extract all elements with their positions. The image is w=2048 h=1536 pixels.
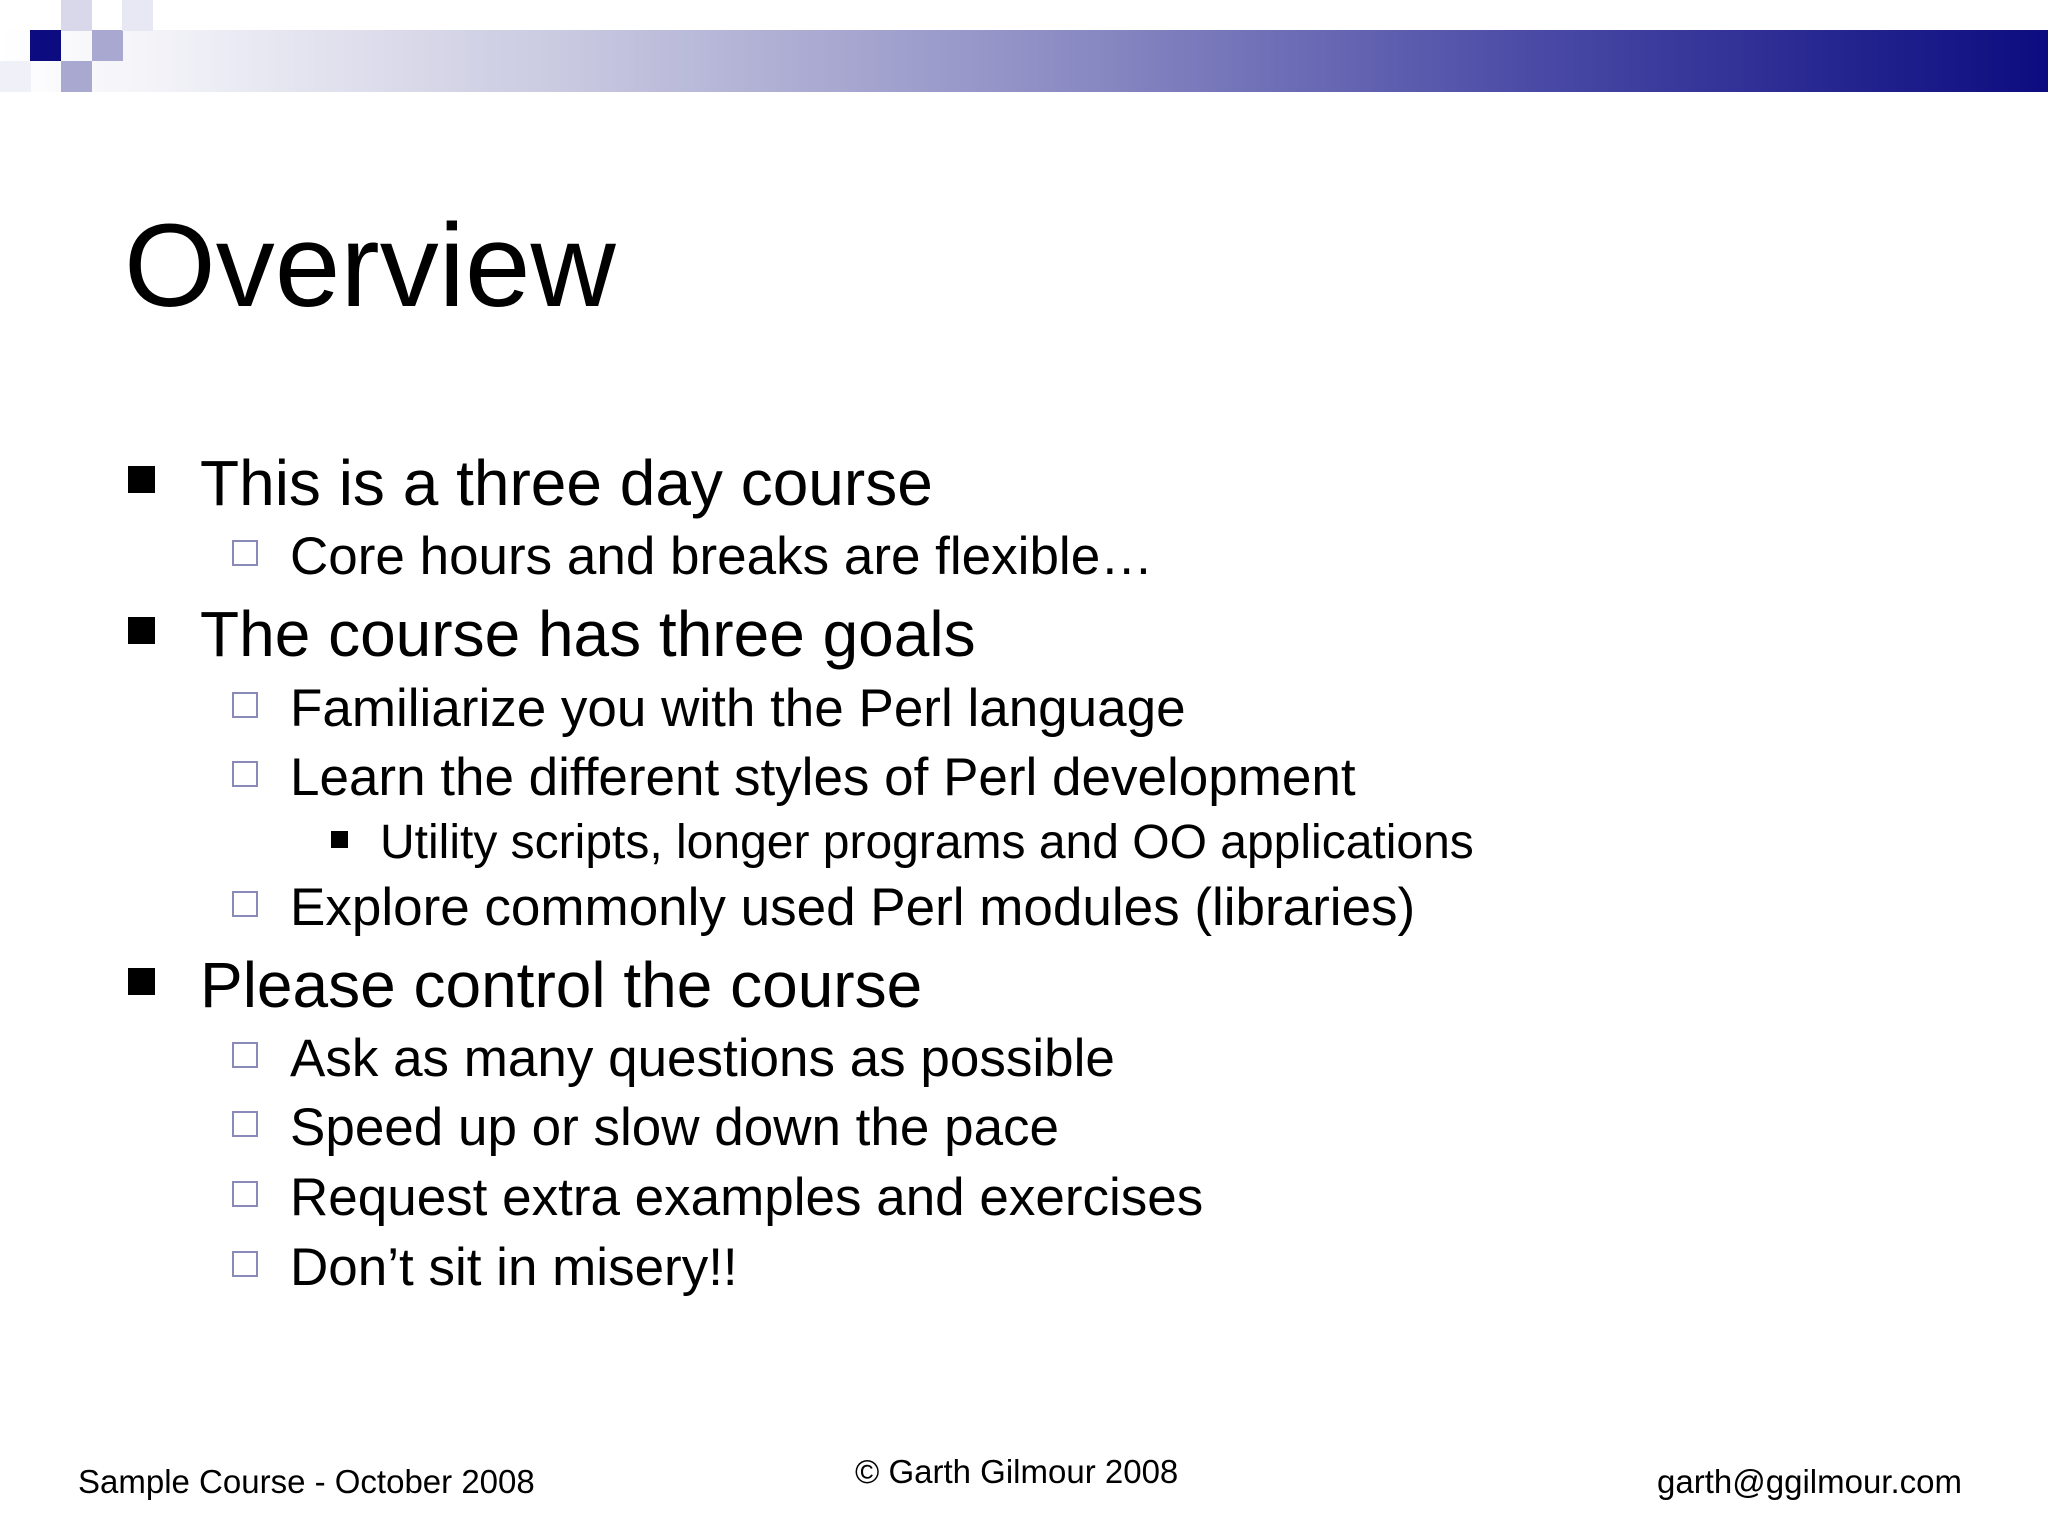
header-gradient-band (0, 30, 2048, 92)
header-decor-square (92, 30, 123, 61)
header-decor-square (122, 0, 153, 31)
bullet-level-2: Explore commonly used Perl modules (libraries) (290, 878, 1416, 937)
hollow-square-icon (232, 1111, 258, 1137)
filled-square-icon (128, 968, 155, 995)
header-decor-square (61, 61, 92, 92)
filled-square-icon (128, 617, 155, 644)
hollow-square-icon (232, 1181, 258, 1207)
bullet-level-1: The course has three goals (200, 598, 976, 670)
hollow-square-icon (232, 1251, 258, 1277)
bullet-level-2: Familiarize you with the Perl language (290, 679, 1186, 738)
footer-email: garth@ggilmour.com (1657, 1463, 1962, 1500)
filled-square-icon (128, 466, 155, 493)
footer-course-date: Sample Course - October 2008 (78, 1463, 535, 1500)
bullet-level-2: Don’t sit in misery!! (290, 1238, 738, 1297)
bullet-level-2: Request extra examples and exercises (290, 1168, 1204, 1227)
small-filled-square-icon (331, 831, 348, 848)
hollow-square-icon (232, 761, 258, 787)
footer-copyright: © Garth Gilmour 2008 (855, 1453, 1179, 1490)
bullet-level-2: Ask as many questions as possible (290, 1029, 1115, 1088)
bullet-level-2: Learn the different styles of Perl development (290, 748, 1356, 807)
hollow-square-icon (232, 692, 258, 718)
bullet-level-3: Utility scripts, longer programs and OO applications (380, 816, 1474, 869)
hollow-square-icon (232, 540, 258, 566)
bullet-level-1: Please control the course (200, 949, 923, 1021)
header-decor-square (0, 61, 31, 92)
bullet-level-1: This is a three day course (200, 447, 933, 519)
bullet-level-2: Speed up or slow down the pace (290, 1098, 1060, 1157)
header-decor-square (61, 0, 92, 31)
hollow-square-icon (232, 891, 258, 917)
slide-title: Overview (124, 200, 616, 332)
hollow-square-icon (232, 1042, 258, 1068)
header-decor-square (30, 30, 61, 61)
bullet-level-2: Core hours and breaks are flexible… (290, 527, 1154, 586)
